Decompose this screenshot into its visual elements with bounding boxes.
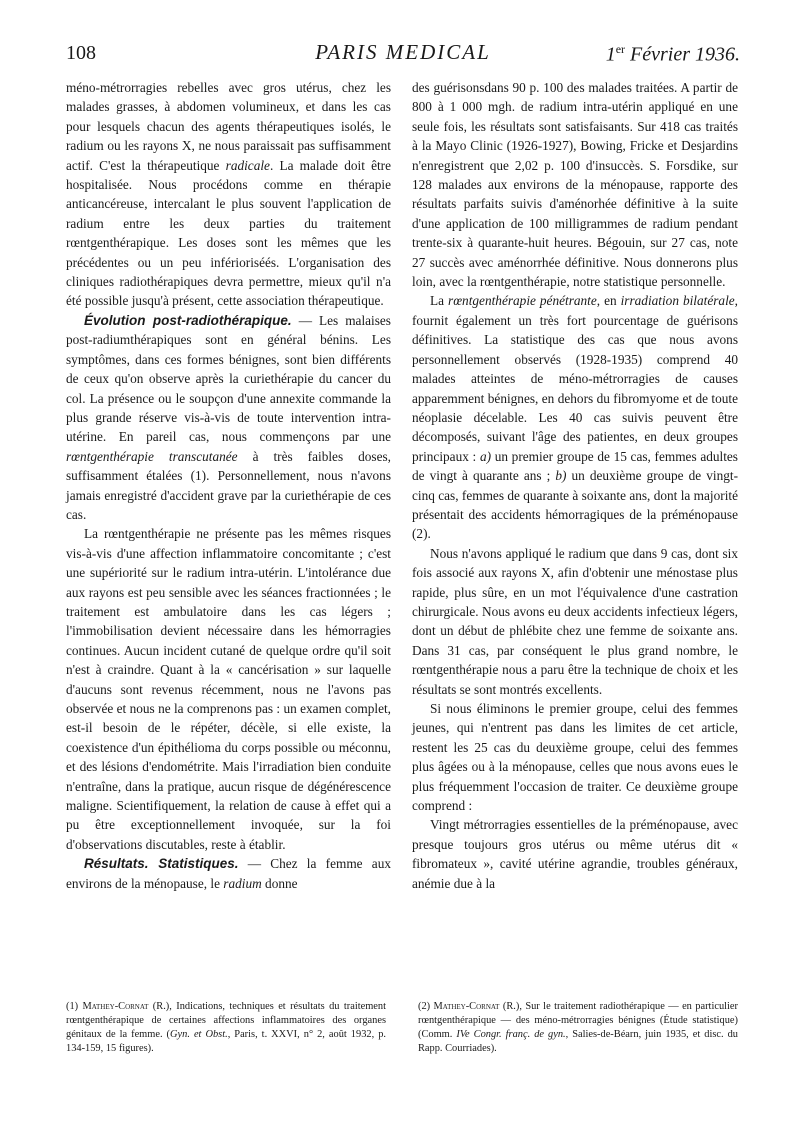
emphasis: b): [555, 468, 567, 484]
text: , fournit également un très fort pourcentage de guérisons définitives. La statistique des cas que nous avons personnellement observés (1928-1935) comprend 40 malades atteintes de méno-métrorragies de causes apparemment bénignes, en dehors du fibromyome et de toute néoplasie décelable. Les 40 cas suivis peuvent être décomposés, suivant l'âge des patientes, en deux groupes principaux :: [412, 293, 738, 464]
section-evolution: [66, 311, 391, 524]
text: un premier groupe de 15 cas, femmes adultes de vingt à quarante ans ;: [412, 448, 738, 484]
emphasis: radicale: [225, 157, 270, 173]
text: La: [430, 293, 449, 309]
text: (R.), Sur le traitement radiothérapique — en particulier rœntgenthérapique — des méno-métrorragies bénignes (Étude statistique) (Comm.: [418, 1001, 738, 1040]
text: — Les malaises post-radiumthérapiques sont en général bénins. Les symptômes, dans ces formes bénignes, sont bien différents de ceux qu'on observe après la curiethérapie du cancer du col. La présence ou le soupçon d'une annexite commande la plus grande réserve vis-à-vis de toute intervention intra-utérine. En pareil cas, nous commençons par une: [66, 312, 391, 445]
paragraph: Vingt métrorragies essentielles de la préménopause, avec presque toujours gros utérus ou même utérus dit « fibromateux », cavité utérine agrandie, troubles généraux, anémie due à la: [412, 817, 738, 891]
text: , Paris, t. XXVI, n° 2, août 1932, p. 134-159, 15 figures).: [66, 1029, 386, 1054]
section-title-evolution: Évolution post-radiothérapique.: [84, 312, 292, 328]
paragraph: [412, 291, 738, 543]
date-sup: er: [615, 42, 626, 56]
section-resultats: [66, 854, 391, 893]
issue-date: [606, 42, 740, 67]
text: , en: [596, 293, 621, 309]
text: un deuxième groupe de vingt-cinq cas, femmes de quarante à soixante ans, dont la majorité présentait des accidents hémorragiques de la préménopause (2).: [412, 468, 738, 542]
text: (R.), Indications, techniques et résultats du traitement rœntgenthérapique de certaines affections inflammatoires des organes génitaux de la femme. (: [66, 1001, 386, 1040]
text: à très faibles doses, suffisamment étalées (1). Personnellement, nous n'avons jamais enregistré d'accident grave par la curiethérapie de ces cas.: [66, 448, 391, 522]
journal-title: PARIS MEDICAL: [315, 40, 491, 64]
emphasis: radium: [223, 875, 262, 891]
text: . La malade doit être hospitalisée. Nous procédons comme en thérapie anticancéreuse, intercalant le plus souvent l'application de radium entre les deux parties du traitement rœntgenthérapique. Les doses sont les mêmes que les précédentes ou un peu inférioriséés. L'organisation des cliniques radiothérapiques devra permettre, mieux qu'il n'a été possible jusqu'à présent, cette association thérapeutique.: [66, 157, 391, 309]
emphasis: rœntgenthérapie transcutanée: [66, 448, 238, 464]
left-column: [66, 78, 391, 893]
footnote-author: Mathey-Cornat: [433, 1001, 500, 1012]
paragraph: [66, 78, 391, 311]
paragraph: Nous n'avons appliqué le radium que dans 9 cas, dont six fois associé aux rayons X, afin d'obtenir une ménostase plus rapide, plus sûre, en un mot l'équivalence d'une castration chirurgicale. Nous avons eu deux accidents infectieux légers, dont un début de phlébite chez une femme de soixante ans. Dans 31 cas, par conséquent le plus grand nombre, le rœntgenthérapie nous a paru être la technique de choix et les résultats se sont montrés excellents.: [412, 545, 738, 697]
date-day: 1: [605, 43, 616, 66]
section-title-resultats: Résultats. Statistiques.: [84, 856, 239, 872]
text: méno-métrorragies rebelles avec gros utérus, chez les malades grasses, à abdomen volumineux, et dans les cas pour lesquels chacun des agents thérapeutiques isolés, le radium ou les rayons X, ne nous paraissait pas suffisamment actif. C'est la thérapeutique: [66, 80, 391, 173]
paragraph: Si nous éliminons le premier groupe, celui des femmes jeunes, qui n'entrent pas dans les limites de cet article, restent les 25 cas du deuxième groupe, celui des femmes plus âgées ou à la ménopause, celles que nous avons eues le plus fréquemment l'occasion de traiter. Ce deuxième groupe comprend :: [412, 701, 738, 814]
paragraph: des guérisonsdans 90 p. 100 des malades traitées. A partir de 800 à 1 000 mgh. de radium intra-utérin appliqué en une seule fois, les résultats sont satisfaisants. Sur 418 cas traités à la Mayo Clinic (1926-1927), Bowing, Fricke et Desjardins n'enregistrent que 2,02 p. 100 d'insuccès. S. Forsdike, sur 128 malades aux environs de la ménopause, rapporte des résultats parfaits suivis d'aménorhée définitive à la suite d'une application de 100 milligrammes de radium pendant trente-six à quarante-huit heures. Bégouin, sur 27 cas, note 27 succès avec aménorrhée définitive. Nous donnerons plus loin, avec la rœntgenthérapie, notre statistique personnelle.: [412, 80, 738, 290]
footnote-author: Mathey-Cornat: [82, 1001, 149, 1012]
footnote-number: (1): [66, 1001, 79, 1012]
emphasis: Gyn. et Obst.: [170, 1029, 228, 1040]
right-column: [412, 78, 738, 893]
emphasis: irradiation bilatérale: [620, 293, 735, 309]
text: donne: [261, 875, 298, 891]
footnote-number: (2): [418, 1001, 431, 1012]
text: , Salies-de-Béarn, juin 1935, et disc. du Rapp. Courriades).: [418, 1029, 738, 1054]
paragraph: La rœntgenthérapie ne présente pas les mêmes risques vis-à-vis d'une affection inflammatoire concomitante ; c'est une supériorité sur le radium intra-utérin. L'intolérance due aux rayons est peu sensible avec les séances fractionnées ; le traitement est ambulatoire dans les cas légers ; l'immobilisation devient nécessaire dans les hémorragies continues. Aucun incident cutané de quelque ordre qu'il soit n'est à craindre. Quant à la « cancérisation » sur laquelle d'aucuns sont revenus récemment, nous ne l'avons pas observée et nous ne la comprenons pas : un examen complet, est-il besoin de le répéter, décèle, si elle existe, la coexistence d'un épithélioma du corps possible ou méconnu, et des lésions d'endométrite. Mais l'irradiation bien conduite n'entraîne, dans la pratique, aucun risque de dégénérescence maligne. Scientifiquement, la relation de cause à effet qui a pu être exceptionnellement invoquée, sur la foi d'observations discutables, reste à établir.: [66, 526, 391, 852]
emphasis: rœntgenthérapie pénétrante: [448, 293, 597, 309]
text: — Chez la femme aux environs de la ménopause, le: [66, 856, 392, 891]
footnote-1: [66, 1000, 386, 1056]
emphasis: a): [479, 448, 492, 464]
running-header: [66, 40, 740, 72]
footnote-2: [418, 1000, 738, 1056]
date-rest: Février 1936.: [625, 43, 740, 66]
page-number: 108: [66, 42, 96, 64]
emphasis: IVe Congr. franç. de gyn.: [456, 1029, 566, 1040]
